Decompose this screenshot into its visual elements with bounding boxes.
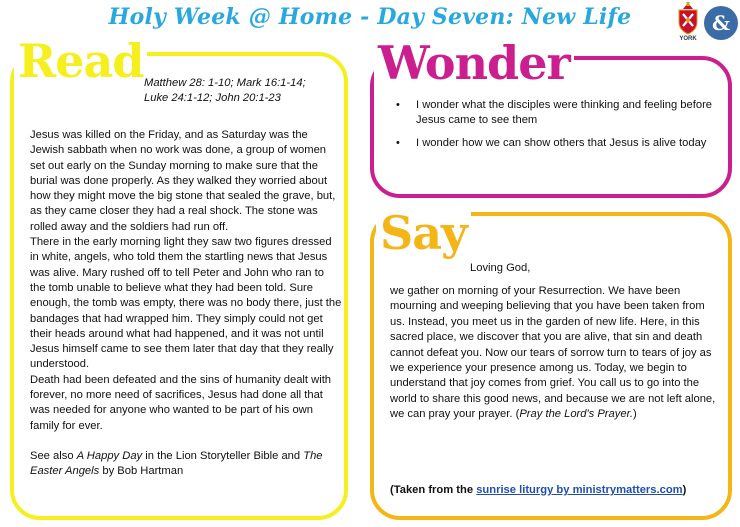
- scripture-references: [144, 76, 344, 106]
- prayer-body: [390, 284, 722, 423]
- read-body: [30, 128, 342, 480]
- read-heading: Read: [14, 38, 147, 84]
- bullet-icon: •: [396, 137, 400, 149]
- page-title: Holy Week @ Home - Day Seven: New Life: [108, 4, 632, 30]
- mitre-shield-icon: [676, 2, 700, 36]
- diocese-of-york-logo: [676, 2, 700, 44]
- prayer-instruction: Pray the Lord's Prayer.: [519, 408, 633, 421]
- say-heading: Say: [376, 210, 471, 256]
- read-paragraph: There in the early morning light they saw two figures dressed in white, angels, who told them the startling news that Jesus was alive. Mary rushed off to tell Peter and John who ran to the tomb unable to believe what they had been told. Sure enough, the tomb was empty, there was no body there, just the bandages that had wrapped him. They simply could not get their heads around what had happened, and it was not until Jesus himself came to see them later that day that they really understood.: [30, 236, 342, 371]
- bullet-icon: •: [396, 99, 400, 111]
- source-credit: [390, 484, 686, 496]
- read-paragraph: Jesus was killed on the Friday, and as Saturday was the Jewish sabbath when no work was done, a group of women set out early on the Sunday morning to make sure that the burial was done properly. As they walked they worried about how they might move the big stone that sealed the grave, but, as they came closer they had a real shock. The stone was rolled away and the soldiers had run off.: [30, 129, 336, 233]
- see-also-note: [30, 449, 342, 480]
- wonder-item-text: I wonder what the disciples were thinking and feeling before Jesus came to see them: [416, 99, 713, 126]
- york-logo-text: YORK: [679, 36, 697, 42]
- book-title-1: A Happy Day: [76, 449, 143, 462]
- wonder-list: [392, 98, 722, 159]
- wonder-item-text: I wonder how we can show others that Jesus is alive today: [416, 137, 707, 149]
- source-link[interactable]: sunrise liturgy by ministrymatters.com: [476, 484, 683, 496]
- source-suffix: ): [682, 484, 687, 496]
- ampersand-logo: &: [704, 6, 738, 40]
- list-item: [392, 136, 722, 151]
- wonder-heading: Wonder: [374, 40, 574, 86]
- see-also-prefix: See also: [30, 449, 77, 462]
- prayer-text: we gather on morning of your Resurrection. We have been mourning and weeping believing that you have been taken from us. Instead, you meet us in the garden of new life. Here, in this sacred place, we discover that you are alive, that sin and death cannot defeat you. Now our tears of sorrow turn to tears of joy as we experience your presence among us. Today, we begin to understand that joy comes from grief. You call us to go into the world to share this good news, and because we are not left alone, we can pray your prayer. (: [390, 285, 716, 421]
- source-prefix: (Taken from the: [390, 484, 477, 496]
- refs-line-1: Matthew 28: 1-10; Mark 16:1-14;: [144, 77, 306, 89]
- book-title-2: The Easter Angels: [30, 449, 323, 478]
- read-paragraph: Death had been defeated and the sins of humanity dealt with forever, no more need of sacrifices, Jesus had done all that was needed for anyone who wanted to be part of his own family for ever.: [30, 373, 332, 432]
- list-item: [392, 98, 722, 128]
- see-also-suffix: by Bob Hartman: [99, 465, 184, 478]
- prayer-greeting: Loving God,: [470, 262, 531, 274]
- refs-line-2: Luke 24:1-12; John 20:1-23: [144, 92, 281, 104]
- prayer-text-end: ): [633, 408, 637, 421]
- see-also-mid: in the Lion Storyteller Bible and: [142, 449, 304, 462]
